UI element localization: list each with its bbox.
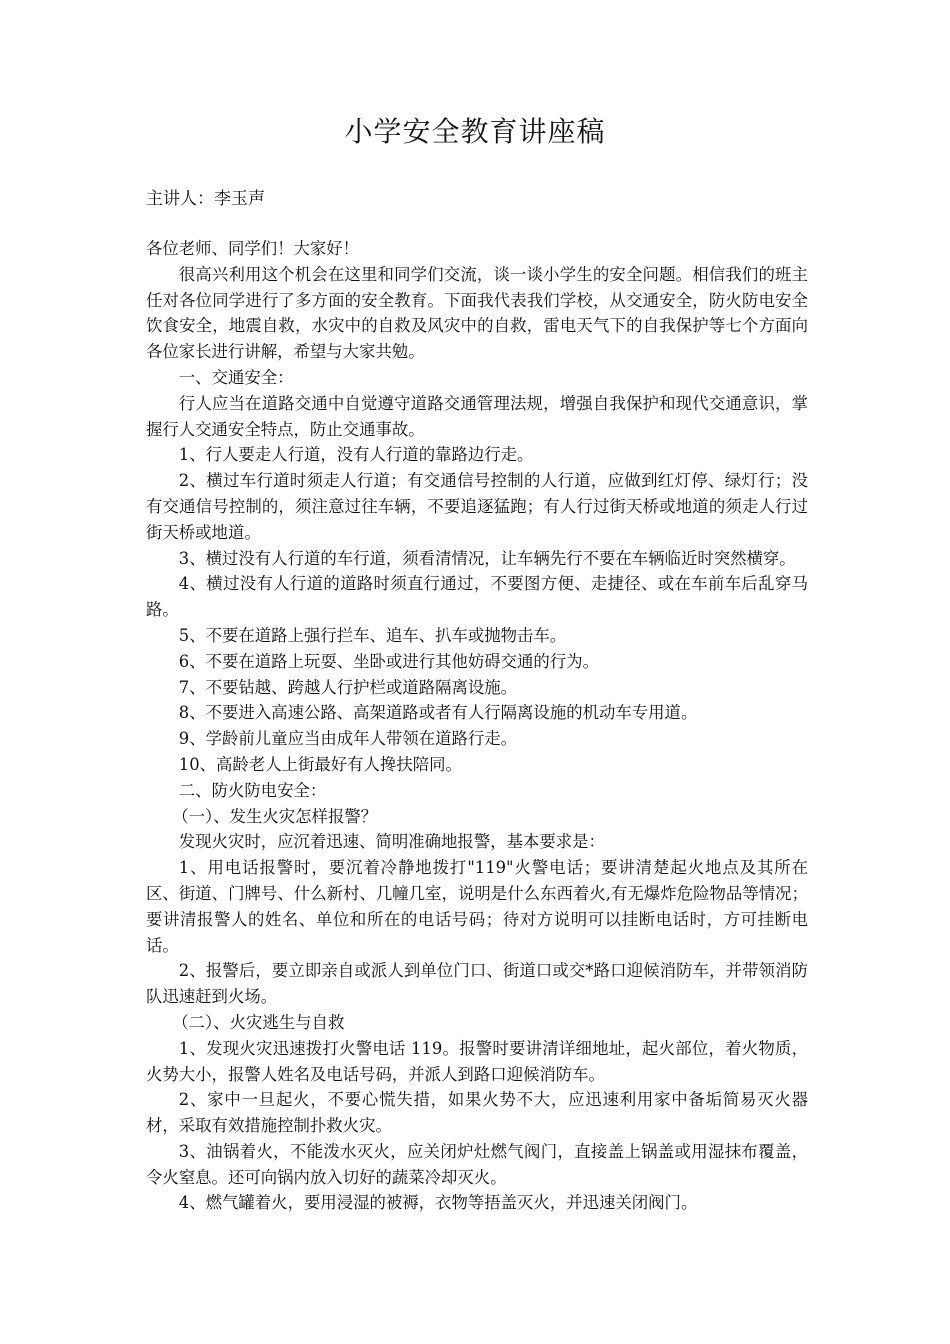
list-item: 4、燃气罐着火，要用浸湿的被褥，衣物等捂盖灭火，并迅速关闭阀门。 <box>178 1193 698 1213</box>
section-heading: 二、防火防电安全： <box>178 780 327 800</box>
paragraph: 行人应当在道路交通中自觉遵守道路交通管理法规，增强自我保护和现代交通意识，掌握行人交通安全特点，防止交通事故。 <box>146 393 808 439</box>
list-item: 1、行人要走人行道，没有人行道的靠路边行走。 <box>178 445 534 465</box>
list-item: 1、用电话报警时，要沉着冷静地拨打"119"火警电话；要讲清楚起火地点及其所在区、街道、门牌号、什么新村、几幢几室，说明是什么东西着火,有无爆炸危险物品等情况；要讲清报警人的姓名、单位和所在的电话号码；待对方说明可以挂断电话时，方可挂断电话。 <box>146 858 808 955</box>
list-item: 2、家中一旦起火，不要心慌失措，如果火势不大，应迅速利用家中备垢简易灭火器材，采取有效措施控制扑救火灾。 <box>146 1090 808 1136</box>
list-item: 1、发现火灾迅速拨打火警电话 119。报警时要讲清详细地址，起火部位，着火物质，火势大小，报警人姓名及电话号码，并派人到路口迎候消防车。 <box>146 1038 808 1084</box>
section-heading: 一、交通安全： <box>178 367 294 387</box>
list-item: 6、不要在道路上玩耍、坐卧或进行其他妨碍交通的行为。 <box>178 651 599 671</box>
list-item: 9、学龄前儿童应当由成年人带领在道路行走。 <box>178 729 518 749</box>
subsection-heading: （一）、发生火灾怎样报警？ <box>172 806 378 826</box>
greeting: 各位老师、同学们！大家好！ <box>146 239 360 258</box>
list-item: 4、横过没有人行道的道路时须直行通过，不要图方便、走捷径、或在车前车后乱穿马路。 <box>146 574 808 620</box>
list-item: 2、报警后，要立即亲自或派人到单位门口、街道口或交*路口迎候消防车，并带领消防队迅速赶到火场。 <box>146 961 808 1007</box>
list-item: 3、横过没有人行道的车行道，须看清情况，让车辆先行不要在车辆临近时突然横穿。 <box>178 548 796 568</box>
document-title: 小学安全教育讲座稿 <box>344 115 606 148</box>
list-item: 5、不要在道路上强行拦车、追车、扒车或抛物击车。 <box>178 625 567 645</box>
document-body <box>146 236 808 1216</box>
list-item: 10、高龄老人上街最好有人搀扶陪同。 <box>178 754 462 774</box>
subsection-heading: （二）、火灾逃生与自救 <box>172 1012 345 1032</box>
paragraph: 发现火灾时，应沉着迅速、简明准确地报警，基本要求是： <box>178 832 605 852</box>
speaker-line: 主讲人：李玉声 <box>146 189 265 209</box>
paragraph: 很高兴利用这个机会在这里和同学们交流，谈一谈小学生的安全问题。相信我们的班主任对各位同学进行了多方面的安全教育。下面我代表我们学校，从交通安全，防火防电安全饮食安全，地震自救，水灾中的自救及风灾中的自救，雷电天气下的自我保护等七个方面向各位家长进行讲解，希望与大家共勉。 <box>146 264 808 362</box>
list-item: 8、不要进入高速公路、高架道路或者有人行隔离设施的机动车专用道。 <box>178 703 698 723</box>
list-item: 7、不要钻越、跨越人行护栏或道路隔离设施。 <box>178 677 518 697</box>
list-item: 3、油锅着火，不能泼水灭火，应关闭炉灶燃气阀门，直接盖上锅盖或用湿抹布覆盖，令火窒息。还可向锅内放入切好的蔬菜冷却灭火。 <box>146 1141 808 1187</box>
list-item: 2、横过车行道时须走人行道；有交通信号控制的人行道，应做到红灯停、绿灯行；没有交通信号控制的，须注意过往车辆，不要追逐猛跑；有人行过街天桥或地道的须走人行过街天桥或地道。 <box>146 471 808 542</box>
